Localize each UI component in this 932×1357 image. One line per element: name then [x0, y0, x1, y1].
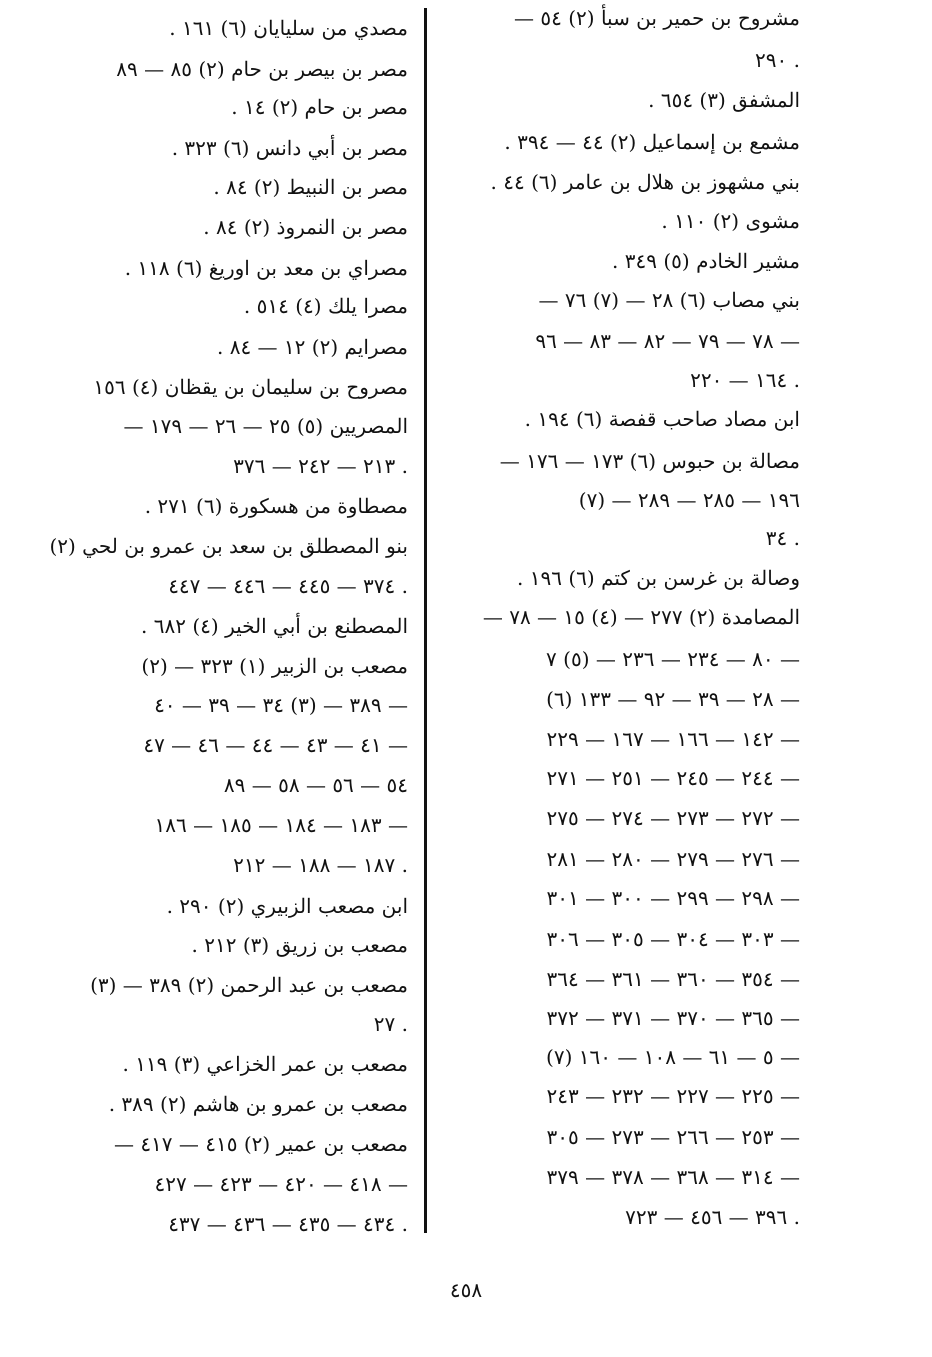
index-line: (٦) ٢٨ — ٣٩ — ٩٢ — ١٣٣ — [546, 687, 800, 711]
index-line: ٤١٨ — ٤٢٠ — ٤٢٣ — ٤٢٧ — [154, 1172, 408, 1196]
index-line: ١٨٧ — ١٨٨ — ٢١٢ . [233, 853, 408, 877]
index-line: بني مشهوز بن هلال بن عامر (٦) ٤٤ . [490, 170, 800, 194]
index-line: ٤٣٤ — ٤٣٥ — ٤٣٦ — ٤٣٧ . [168, 1212, 408, 1236]
index-line: مصالة بن حبوس (٦) ١٧٣ — ١٧٦ — [499, 449, 800, 473]
index-line: ٣٨٩ — (٣) ٣٤ — ٣٩ — ٤٠ — [154, 693, 408, 717]
index-line: ٣٤ . [765, 526, 800, 550]
index-line: مصر بن حام (٢) ١٤ . [231, 95, 408, 119]
index-line: ١٨٣ — ١٨٤ — ١٨٥ — ١٨٦ — [154, 813, 408, 837]
index-line: ٣٧٤ — ٤٤٥ — ٤٤٦ — ٤٤٧ . [168, 574, 408, 598]
index-line: ٢١٣ — ٢٤٢ — ٣٧٦ . [233, 454, 408, 478]
index-line: ٣١٤ — ٣٦٨ — ٣٧٨ — ٣٧٩ — [546, 1165, 800, 1189]
index-line: مشمع بن إسماعيل (٢) ٤٤ — ٣٩٤ . [504, 130, 800, 154]
index-line: مصعب بن عمير (٢) ٤١٥ — ٤١٧ — [113, 1132, 408, 1156]
index-line: مصعب بن زريق (٣) ٢١٢ . [191, 933, 408, 957]
page-number: ٤٥٨ [449, 1278, 483, 1302]
index-line: مصرايم (٢) ١٢ — ٨٤ . [216, 335, 408, 359]
index-line: ٣٩٦ — ٤٥٦ — ٧٢٣ . [625, 1205, 800, 1229]
index-line: مشوى (٢) ١١٠ . [661, 209, 800, 233]
index-line: المشفق (٣) ٦٥٤ . [648, 88, 800, 112]
index-line: ٢٤٤ — ٢٤٥ — ٢٥١ — ٢٧١ — [546, 766, 800, 790]
index-line: مصعب بن عمر الخزاعي (٣) ١١٩ . [122, 1052, 408, 1076]
index-line: المصامدة (٢) ٢٧٧ — (٤) ١٥ — ٧٨ — [482, 605, 800, 629]
index-line: مصر بن النمروذ (٢) ٨٤ . [203, 215, 408, 239]
index-line: المصريين (٥) ٢٥ — ٢٦ — ١٧٩ — [123, 414, 408, 438]
index-line: مصر بن أبي دانس (٦) ٣٢٣ . [171, 136, 408, 160]
index-line: مصطاوة من هسكورة (٦) ٢٧١ . [144, 494, 408, 518]
index-line: المصطنع بن أبي الخير (٤) ٦٨٢ . [141, 614, 408, 638]
index-line: مصر بن بيصر بن حام (٢) ٨٥ — ٨٩ [116, 57, 408, 81]
index-line: مشير الخادم (٥) ٣٤٩ . [612, 249, 800, 273]
index-line: بني مصاب (٦) ٢٨ — (٧) ٧٦ — [538, 288, 800, 312]
index-line: ابن مصاد صاحب قفصة (٦) ١٩٤ . [524, 407, 800, 431]
index-line: ٢٧٦ — ٢٧٩ — ٢٨٠ — ٢٨١ — [546, 847, 800, 871]
index-line: وصالة بن غرسن بن كتم (٦) ١٩٦ . [517, 566, 800, 590]
index-line: مصعب بن الزبير (١) ٣٢٣ — (٢) [141, 654, 408, 678]
index-line: ٨٠ — ٢٣٤ — ٢٣٦ — (٥) ٧ — [546, 647, 800, 671]
index-line: مصعب بن عمرو بن هاشم (٢) ٣٨٩ . [108, 1092, 408, 1116]
index-line: ٣٥٤ — ٣٦٠ — ٣٦١ — ٣٦٤ — [546, 967, 800, 991]
index-line: ١٩٦ — ٢٨٥ — ٢٨٩ — (٧) [578, 488, 800, 512]
index-line: ابن مصعب الزبيري (٢) ٢٩٠ . [166, 894, 408, 918]
index-line: ٤١ — ٤٣ — ٤٤ — ٤٦ — ٤٧ — [143, 733, 408, 757]
index-line: ١٦٤ — ٢٢٠ . [690, 368, 800, 392]
index-line: ٢٩٨ — ٢٩٩ — ٣٠٠ — ٣٠١ — [546, 886, 800, 910]
index-line: ٢٥٣ — ٢٦٦ — ٢٧٣ — ٣٠٥ — [546, 1125, 800, 1149]
index-line: مصدي من سليايان (٦) ١٦١ . [169, 16, 408, 40]
index-line: ١٤٢ — ١٦٦ — ١٦٧ — ٢٢٩ — [546, 727, 800, 751]
index-line: مصراي بن معد بن اوريغ (٦) ١١٨ . [124, 256, 408, 280]
index-line: (٧) ٥ — ٦١ — ١٠٨ — ١٦٠ — [546, 1045, 800, 1069]
index-line: مصعب بن عبد الرحمن (٢) ٣٨٩ — (٣) [90, 973, 408, 997]
column-divider [424, 8, 427, 1233]
index-line: ٢٧٢ — ٢٧٣ — ٢٧٤ — ٢٧٥ — [546, 806, 800, 830]
index-line: ٣٠٣ — ٣٠٤ — ٣٠٥ — ٣٠٦ — [546, 927, 800, 951]
index-line: ٢٢٥ — ٢٢٧ — ٢٣٢ — ٢٤٣ — [546, 1084, 800, 1108]
index-line: ٢٩٠ . [755, 48, 800, 72]
index-line: ٧٨ — ٧٩ — ٨٢ — ٨٣ — ٩٦ — [535, 329, 800, 353]
index-line: ٢٧ . [373, 1012, 408, 1036]
index-line: بنو المصطلق بن سعد بن عمرو بن لحي (٢) [49, 534, 408, 558]
index-line: مصر بن النبيط (٢) ٨٤ . [213, 175, 408, 199]
index-line: مشروح بن حمير بن سبأ (٢) ٥٤ — [514, 6, 800, 30]
index-line: ٥٤ — ٥٦ — ٥٨ — ٨٩ [223, 773, 408, 797]
index-line: ٣٦٥ — ٣٧٠ — ٣٧١ — ٣٧٢ — [546, 1006, 800, 1030]
index-line: مصروح بن سليمان بن يقظان (٤) ١٥٦ [93, 375, 408, 399]
index-line: مصرا يلك (٤) ٥١٤ . [243, 294, 408, 318]
